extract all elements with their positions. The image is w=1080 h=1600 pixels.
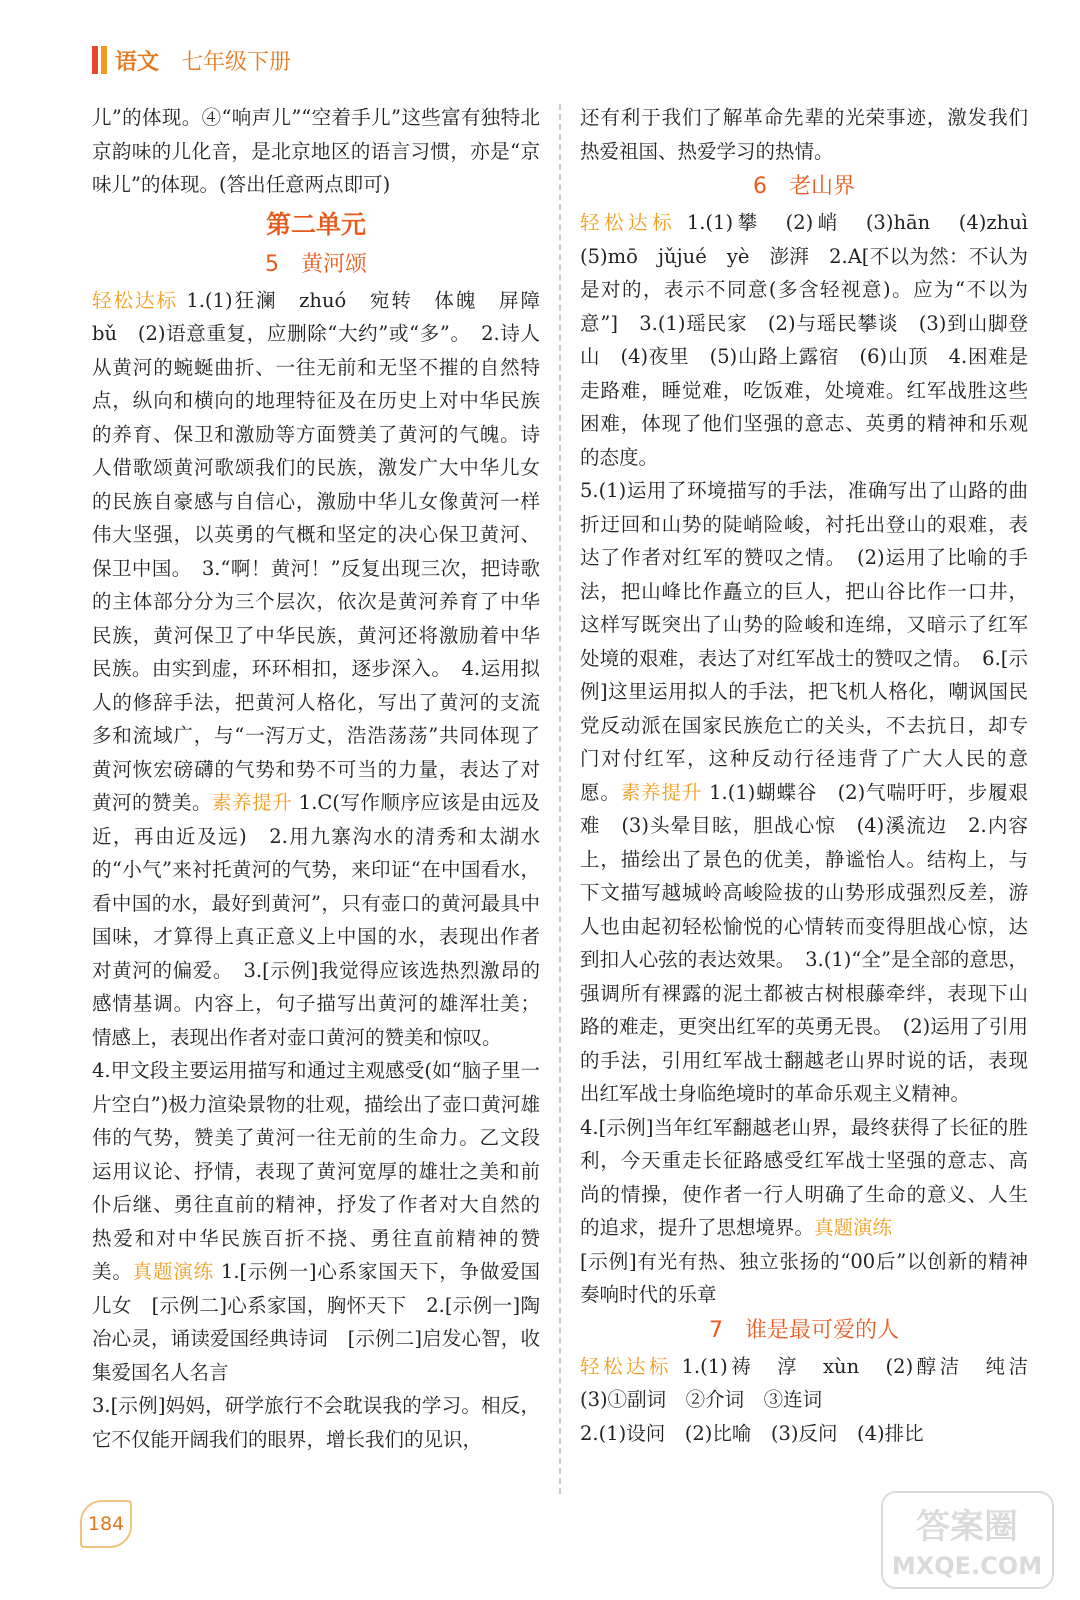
left-column	[92, 101, 560, 1456]
answer-paragraph	[580, 474, 1028, 1111]
answer-text: 4.甲文段主要运用描写和通过主观感受(如“脑子里一片空白”)极力渲染景物的壮观，描绘出了壶口黄河雄伟的气势，赞美了黄河一往无前的生命力。乙文段运用议论、抒情，表现了黄河宽厚的雄壮之美和前仆后继、勇往直前的精神，抒发了作者对大自然的热爱和对中华民族百折不挠、勇往直前精神的赞美。	[92, 1059, 540, 1283]
right-column	[580, 101, 1048, 1450]
answer-paragraph: [示例]有光有热、独立张扬的“00后”以创新的精神奏响时代的乐章	[580, 1249, 1028, 1306]
answer-text: 5.(1)运用了环境描写的手法，准确写出了山路的曲折迂回和山势的陡峭险峻，衬托出登山的艰难，表达了作者对红军的赞叹之情。 (2)运用了比喻的手法，把山峰比作矗立的巨人，把山谷比作一口井，这样写既突出了山势的险峻和连绵，又暗示了红军处境的艰难，表达了对红军战士的赞叹之情。 6.[示例]这里运用拟人的手法，把飞机人格化，嘲讽国民党反动派在国家民族危亡的关头，不去抗日，却专门对付红军，这种反动行径违背了广大人民的意愿。	[580, 479, 1028, 804]
answer-paragraph: 还有利于我们了解革命先辈的光荣事迹，激发我们热爱祖国、热爱学习的热情。	[580, 106, 1028, 163]
answer-text: 1.[示例一]心系家国天下，争做爱国儿女 [示例二]心系家国，胸怀天下 2.[示例一]陶冶心灵，诵读爱国经典诗词 [示例二]启发心智，收集爱国名人名言	[92, 1260, 540, 1384]
section-tag: 真题演练	[814, 1216, 893, 1239]
lesson-title: 6 老山界	[753, 174, 855, 199]
section-tag: 素养提升	[212, 791, 293, 814]
watermark-line1: 答案圈	[916, 1507, 1018, 1547]
section-tag: 轻松达标	[92, 288, 179, 312]
answer-paragraph	[580, 1350, 1048, 1417]
section-tag: 素养提升	[620, 780, 703, 804]
watermark-logo	[880, 1490, 1055, 1590]
answer-text: 1.(1)攀 (2)峭 (3)hān (4)zhuì (5)mō jǔjué yè 澎湃 2.A[不以为然：不认为是对的，表示不同意(多含轻视意)。应为“不以为意”] 3.(1)瑶民家 (2)与瑶民攀谈 (3)到山脚登山 (4)夜里 (5)山路上露宿 (6)山顶 4.困难是走路难，睡觉难，吃饭难，处境难。红军战胜这些困难，体现了他们坚强的意志、英勇的精神和乐观的态度。	[580, 211, 1048, 469]
answer-text: 1.(1)祷 淳 xùn (2)醇洁 纯洁 (3)①副词 ②介词 ③连词	[580, 1354, 1048, 1411]
column-divider	[559, 104, 561, 1494]
answer-text: 1.C(写作顺序应该是由远及近，再由近及远) 2.用九寨沟水的清秀和太湖水的“小气”来衬托黄河的气势，来印证“在中国看水，看中国的水，最好到黄河”，只有壶口的黄河最具中国味，才算得上真正意义上中国的水，表现出作者对黄河的偏爱。 3.[示例]我觉得应该选热烈激昂的感情基调。内容上，句子描写出黄河的雄浑壮美；情感上，表现出作者对壶口黄河的赞美和惊叹。	[92, 791, 540, 1049]
answer-text: 4.[示例]当年红军翻越老山界，最终获得了长征的胜利，今天重走长征路感受红军战士坚强的意志、高尚的情操，使作者一行人明确了生命的意义、人生的追求，提升了思想境界。	[580, 1115, 1028, 1239]
answer-paragraph	[92, 284, 560, 1055]
subject-label: 语文	[115, 49, 160, 75]
answer-text: 1.(1)狂澜 zhuó 宛转 体魄 屏障 bǔ (2)语意重复，应删除“大约”或“多”。 2.诗人从黄河的蜿蜒曲折、一往无前和无坚不摧的自然特点，纵向和横向的地理特征及在历史上对中华民族的养育、保卫和激励等方面赞美了黄河的气魄。诗人借歌颂黄河歌颂我们的民族，激发广大中华儿女的民族自豪感与自信心，激励中华儿女像黄河一样伟大坚强，以英勇的气概和坚定的决心保卫黄河、保卫中国。 3.“啊！黄河！”反复出现三次，把诗歌的主体部分分为三个层次，依次是黄河养育了中华民族，黄河保卫了中华民族，黄河还将激励着中华民族。由实到虚，环环相扣，逐步深入。 4.运用拟人的修辞手法，把黄河人格化，写出了黄河的支流多和流域广，与“一泻万丈，浩浩荡荡”共同体现了黄河恢宏磅礴的气势和势不可当的力量，表达了对黄河的赞美。	[92, 288, 560, 814]
answer-text: 1.(1)蝴蝶谷 (2)气喘吁吁，步履艰难 (3)头晕目眩，胆战心惊 (4)溪流边 2.内容上，描绘出了景色的优美，静谧怡人。结构上，与下文描写越城岭高峻险拔的山势形成强烈反差，游人也由起初轻松愉悦的心情转而变得胆战心惊，达到扣人心弦的表达效果。 3.(1)“全”是全部的意思，强调所有裸露的泥土都被古树根藤牵绊，表现下山路的难走，更突出红军的英勇无畏。 (2)运用了引用的手法，引用红军战士翻越老山界时说的话，表现出红军战士身临绝境时的革命乐观主义精神。	[580, 780, 1028, 1105]
section-tag: 轻松达标	[580, 211, 677, 234]
lesson-title: 7 谁是最可爱的人	[709, 1317, 899, 1343]
header-accent-bar	[92, 46, 98, 74]
section-tag: 轻松达标	[580, 1354, 672, 1378]
answer-paragraph	[580, 206, 1048, 474]
answer-paragraph	[580, 1111, 1028, 1245]
section-tag: 真题演练	[132, 1260, 214, 1283]
page-header	[92, 40, 291, 80]
answer-paragraph: 儿”的体现。④“响声儿”“空着手儿”这些富有独特北京韵味的儿化音，是北京地区的语言习惯，亦是“京味儿”的体现。(答出任意两点即可)	[92, 106, 540, 196]
answer-paragraph: 3.[示例]妈妈，研学旅行不会耽误我的学习。相反，它不仅能开阔我们的眼界，增长我们的见识，	[92, 1394, 540, 1451]
unit-title: 第二单元	[265, 209, 366, 239]
page-number: 184	[80, 1500, 132, 1548]
grade-label: 七年级下册	[181, 49, 292, 75]
answer-paragraph: 2.(1)设问 (2)比喻 (3)反问 (4)排比	[580, 1421, 924, 1445]
lesson-title: 5 黄河颂	[265, 251, 367, 277]
answer-paragraph	[92, 1054, 540, 1389]
watermark-line2: MXQE.COM	[891, 1552, 1043, 1580]
header-accent-bar	[101, 46, 107, 74]
